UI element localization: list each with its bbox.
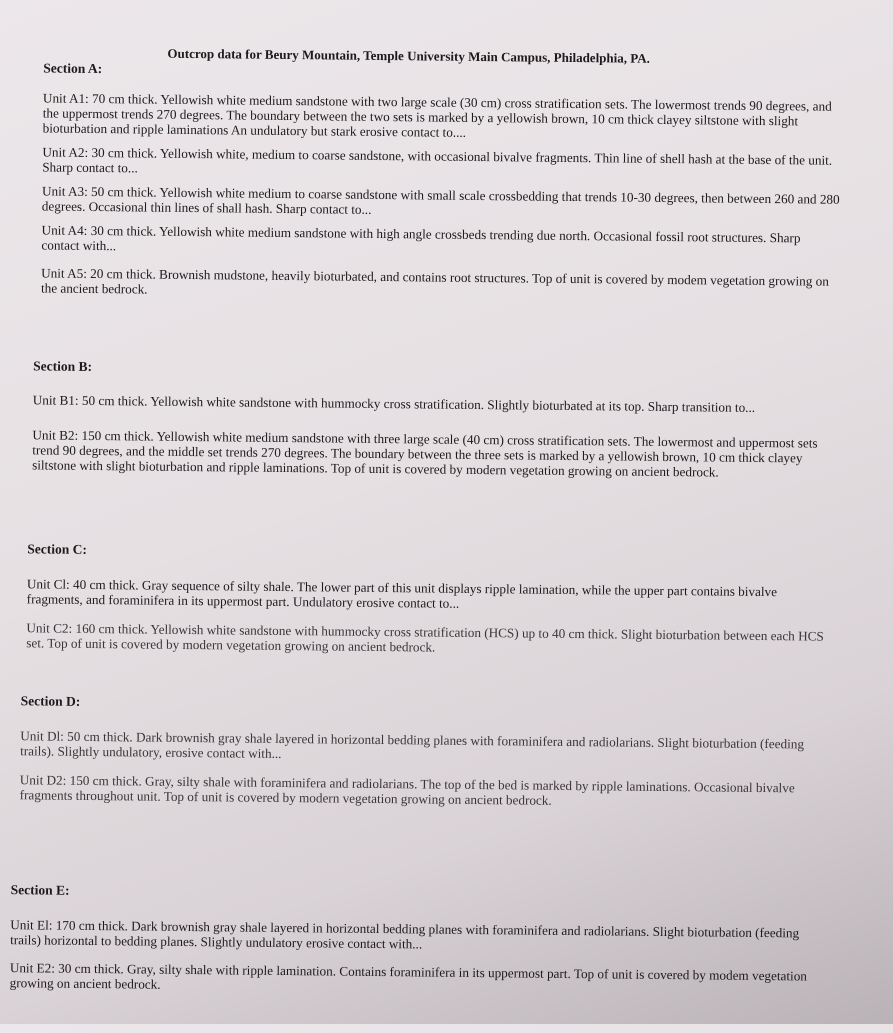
unit-d2: Unit D2: 150 cm thick. Gray, silty shale with foraminifera and radiolarians. The top of the bed is marked by ripple laminations. Occasional bivalve fragments throughout unit. Top of unit is covered by modern vegetation growing on ancient bedrock. (19, 772, 795, 808)
document-title: Outcrop data for Beury Mountain, Temple University Main Campus, Philadelphia, PA. (167, 45, 651, 66)
unit-a3: Unit A3: 50 cm thick. Yellowish white medium to coarse sandstone with small scale crossbedding that trends 10-30 degrees, then between 260 and 280 degrees. Occasional thin lines of shall hash. Sharp contact to... (41, 183, 840, 217)
section-b (32, 358, 833, 489)
unit-c2: Unit C2: 160 cm thick. Yellowish white sandstone with hummocky cross stratification (HCS) up to 40 cm thick. Slight bioturbation between each HCS set. Top of unit is covered by modern vegetation growing on ancient bedrock. (26, 620, 824, 655)
section-heading: Section B: (33, 358, 93, 374)
section-c (26, 541, 827, 667)
unit-b2: Unit B2: 150 cm thick. Yellowish white medium sandstone with three large scale (40 cm) cross stratification sets. The lowermost and uppermost sets trend 90 degrees, and the middle set trends 270 degrees. The boundary between the three sets is marked by a yellowish brown, 10 cm thick clayey siltstone with slight bioturbation and ripple laminations. Top of unit is covered by modern vegetation growing on ancient bedrock. (32, 427, 818, 480)
unit-d1: Unit Dl: 50 cm thick. Dark brownish gray shale layered in horizontal bedding planes with foraminifera and radiolarians. Slight bioturbation (feeding trails). Slightly undulatory, erosive contact with... (20, 728, 805, 761)
section-heading: Section E: (10, 882, 70, 898)
section-d (20, 693, 821, 819)
section-heading: Section C: (27, 541, 87, 557)
unit-b1: Unit B1: 50 cm thick. Yellowish white sandstone with hummocky cross stratification. Slightly bioturbated at its top. Sharp transition to... (32, 392, 756, 415)
section-heading: Section A: (43, 60, 103, 77)
unit-a5: Unit A5: 20 cm thick. Brownish mudstone, heavily bioturbated, and contains root structures. Top of unit is covered by modem vegetation growing on the ancient bedrock. (40, 265, 829, 297)
unit-e1: Unit El: 170 cm thick. Dark brownish gray shale layered in horizontal bedding planes with foraminifera and radiolarians. Slight bioturbation (feeding trails) horizontal to bedding planes. Slightly undulatory erosive contact with... (10, 917, 800, 952)
section-e (10, 882, 811, 1007)
section-a (41, 60, 844, 312)
unit-a4: Unit A4: 30 cm thick. Yellowish white medium sandstone with high angle crossbeds trending due north. Occasional fossil root structures. Sharp contact with... (41, 222, 801, 254)
unit-a1: Unit A1: 70 cm thick. Yellowish white medium sandstone with two large scale (30 cm) cross stratification sets. The lowermost trends 90 degrees, and the uppermost trends 270 degrees. The boundary between the two sets is marked by a yellowish brown, 10 cm thick clayey siltstone with slight bioturbation and ripple laminations An undulatory but stark erosive contact to.... (42, 90, 832, 140)
unit-c1: Unit Cl: 40 cm thick. Gray sequence of silty shale. The lower part of this unit displays ripple lamination, while the upper part contains bivalve fragments, and foraminifera in its uppermost part. Undulatory erosive contact to... (26, 576, 778, 611)
unit-a2: Unit A2: 30 cm thick. Yellowish white, medium to coarse sandstone, with occasional bivalve fragments. Thin line of shell hash at the base of the unit. Sharp contact to... (42, 144, 833, 176)
unit-e2: Unit E2: 30 cm thick. Gray, silty shale with ripple lamination. Contains foraminifera in its uppermost part. Top of unit is covered by modem vegetation growing on ancient bedrock. (9, 960, 808, 992)
section-heading: Section D: (20, 693, 81, 709)
